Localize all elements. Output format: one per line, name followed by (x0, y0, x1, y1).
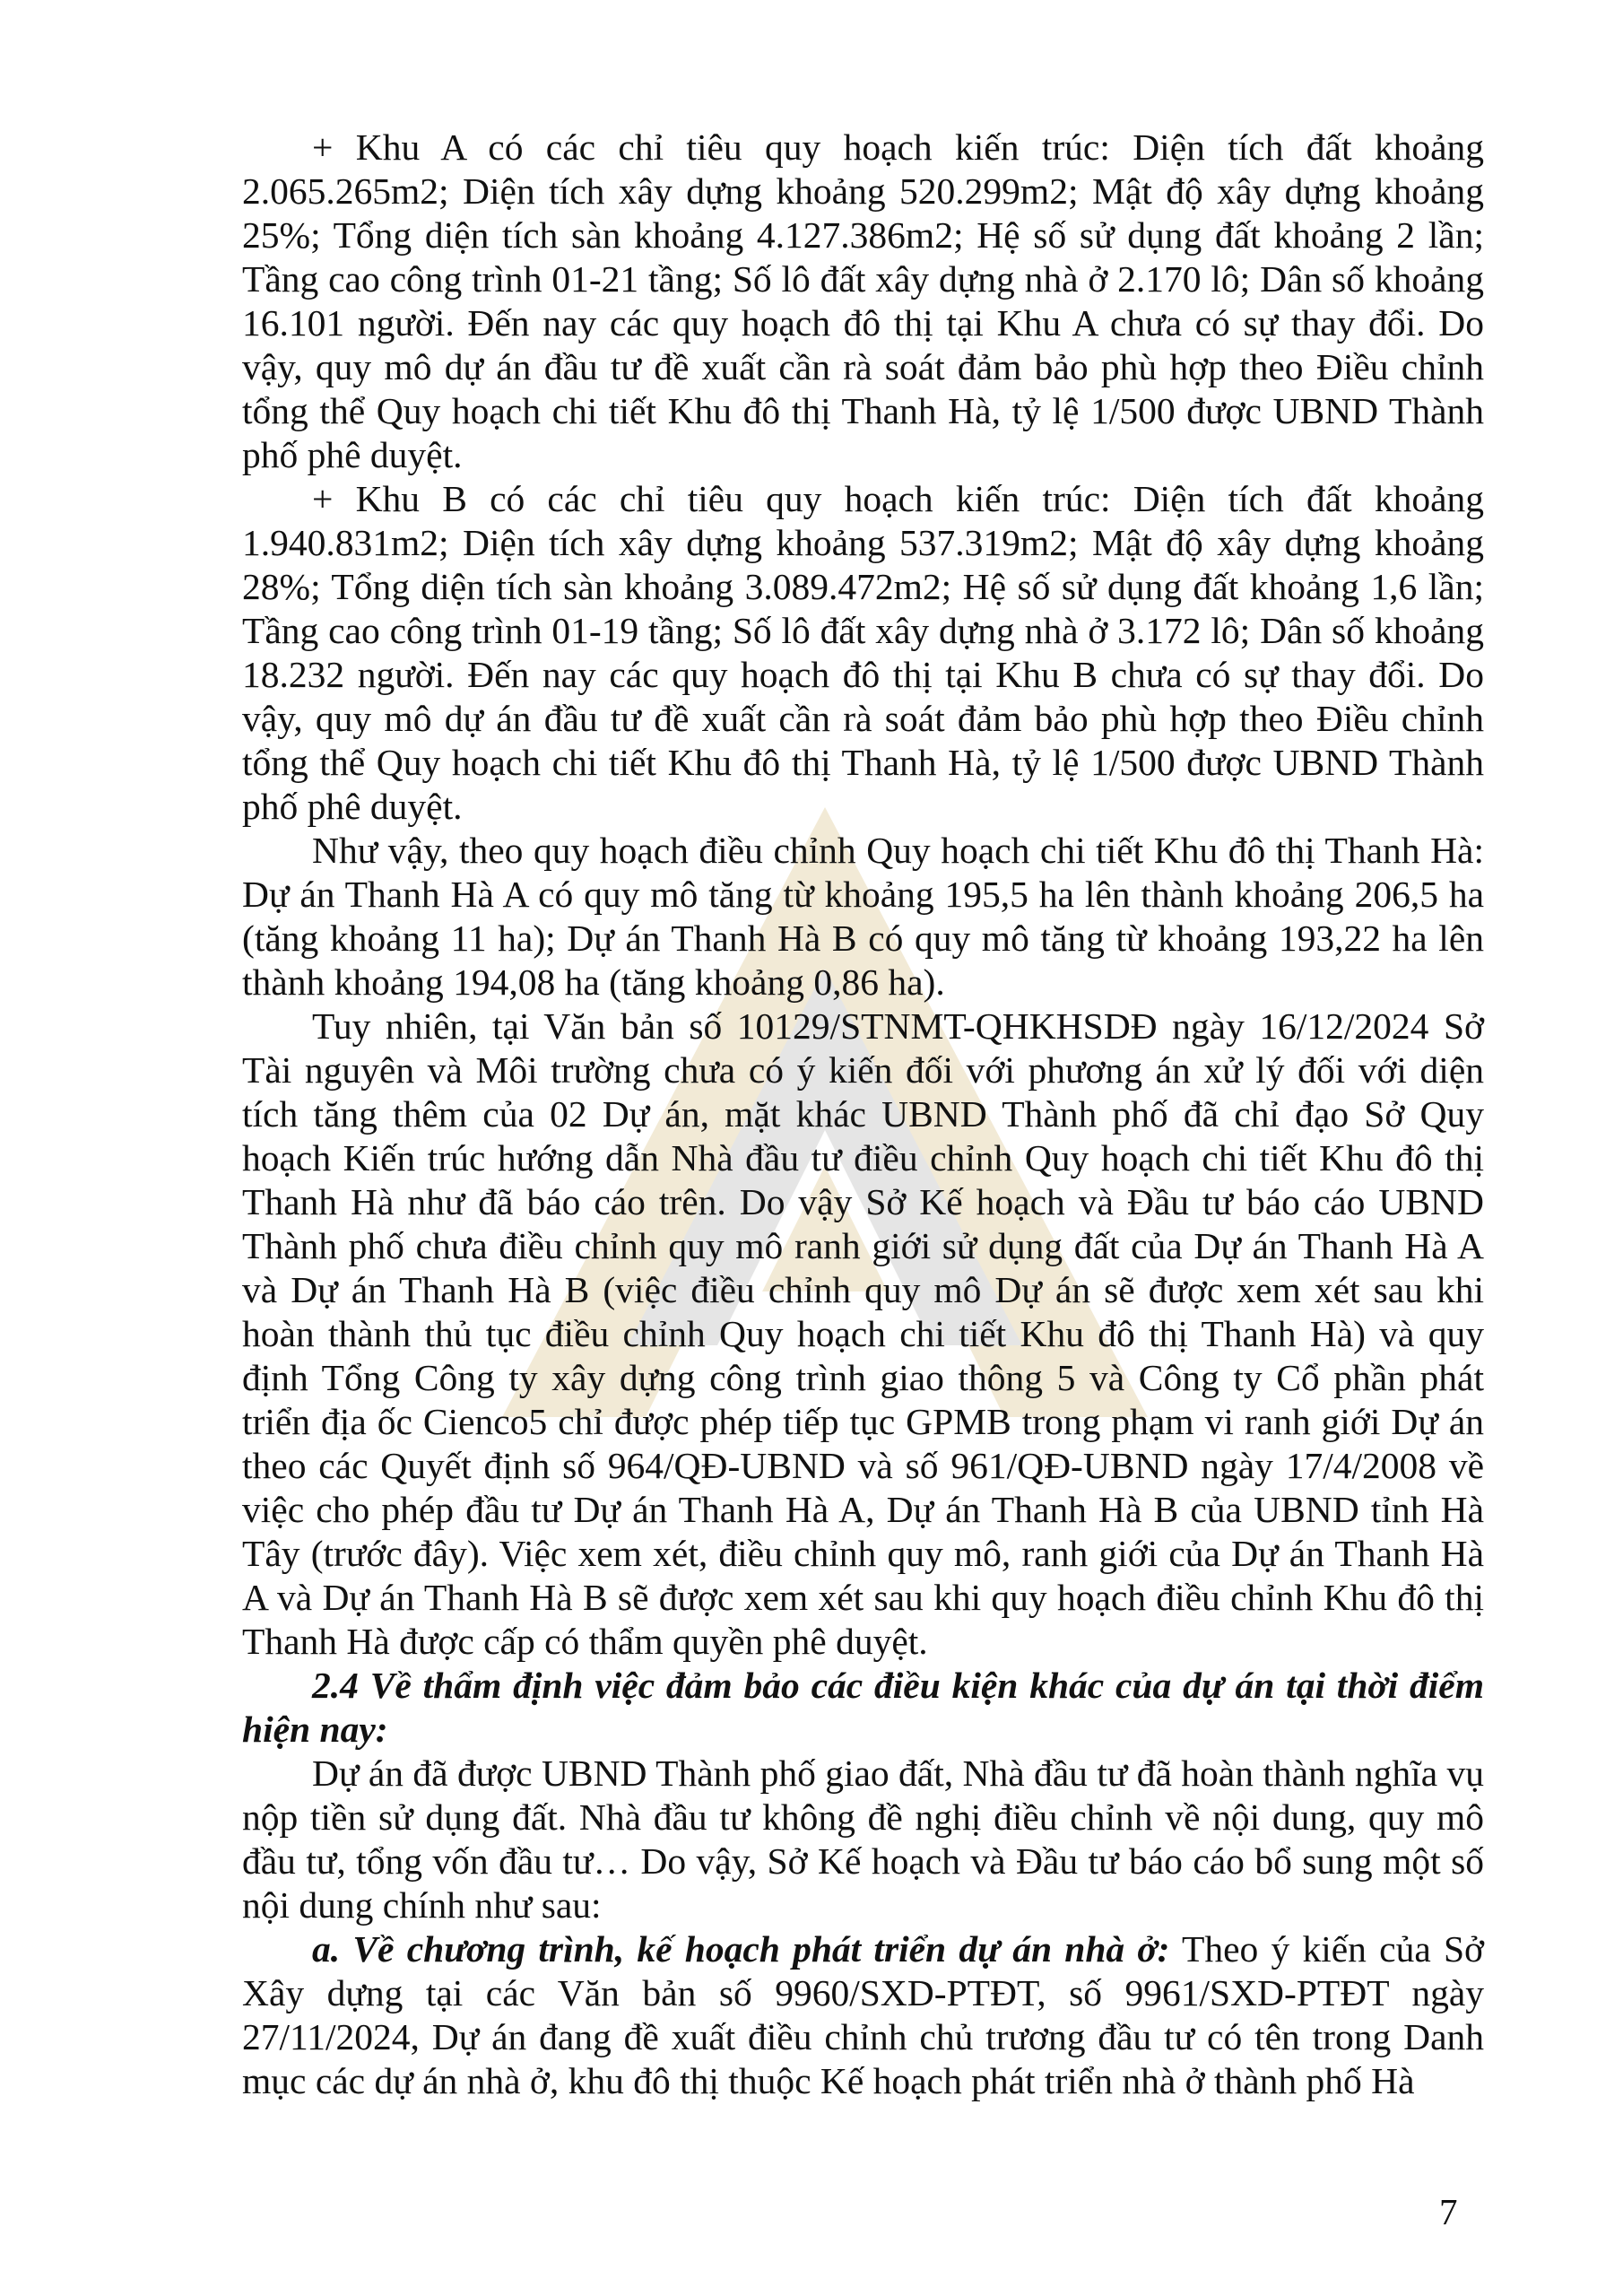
paragraph-du-an-da: Dự án đã được UBND Thành phố giao đất, Nhà đầu tư đã hoàn thành nghĩa vụ nộp tiền sử dụng đất. Nhà đầu tư không đề nghị điều chỉnh về nội dung, quy mô đầu tư, tổng vốn đầu tư… Do vậy, Sở Kế hoạch và Đầu tư báo cáo bổ sung một số nội dung chính như sau: (242, 1752, 1484, 1926)
paragraph-khu-b: + Khu B có các chỉ tiêu quy hoạch kiến trúc: Diện tích đất khoảng 1.940.831m2; Diện tích xây dựng khoảng 537.319m2; Mật độ xây dựng khoảng 28%; Tổng diện tích sàn khoảng 3.089.472m2; Hệ số sử dụng đất khoảng 1,6 lần; Tầng cao công trình 01-19 tầng; Số lô đất xây dựng nhà ở 3.172 lô; Dân số khoảng 18.232 người. Đến nay các quy hoạch đô thị tại Khu B chưa có sự thay đổi. Do vậy, quy mô dự án đầu tư đề xuất cần rà soát đảm bảo phù hợp theo Điều chỉnh tổng thể Quy hoạch chi tiết Khu đô thị Thanh Hà, tỷ lệ 1/500 được UBND Thành phố phê duyệt. (242, 478, 1484, 827)
paragraph-muc-a-text: Theo ý kiến của Sở Xây dựng tại các Văn bản số 9960/SXD-PTĐT, số 9961/SXD-PTĐT ngày 27/11/2024, Dự án đang đề xuất điều chỉnh chủ trương đầu tư có tên trong Danh mục các dự án nhà ở, khu đô thị thuộc Kế hoạch phát triển nhà ở thành phố Hà (242, 1928, 1484, 2101)
paragraph-nhu-vay: Như vậy, theo quy hoạch điều chỉnh Quy hoạch chi tiết Khu đô thị Thanh Hà: Dự án Thanh Hà A có quy mô tăng từ khoảng 195,5 ha lên thành khoảng 206,5 ha (tăng khoảng 11 ha); Dự án Thanh Hà B có quy mô tăng từ khoảng 193,22 ha lên thành khoảng 194,08 ha (tăng khoảng 0,86 ha). (242, 830, 1484, 1003)
paragraph-khu-a: + Khu A có các chỉ tiêu quy hoạch kiến trúc: Diện tích đất khoảng 2.065.265m2; Diện tích xây dựng khoảng 520.299m2; Mật độ xây dựng khoảng 25%; Tổng diện tích sàn khoảng 4.127.386m2; Hệ số sử dụng đất khoảng 2 lần; Tầng cao công trình 01-21 tầng; Số lô đất xây dựng nhà ở 2.170 lô; Dân số khoảng 16.101 người. Đến nay các quy hoạch đô thị tại Khu A chưa có sự thay đổi. Do vậy, quy mô dự án đầu tư đề xuất cần rà soát đảm bảo phù hợp theo Điều chỉnh tổng thể Quy hoạch chi tiết Khu đô thị Thanh Hà, tỷ lệ 1/500 được UBND Thành phố phê duyệt. (242, 126, 1484, 475)
document-body (242, 126, 1484, 2103)
section-heading-2-4: 2.4 Về thẩm định việc đảm bảo các điều kiện khác của dự án tại thời điểm hiện nay: (242, 1665, 1484, 1750)
paragraph-tuy-nhien: Tuy nhiên, tại Văn bản số 10129/STNMT-QHKHSDĐ ngày 16/12/2024 Sở Tài nguyên và Môi trường chưa có ý kiến đối với phương án xử lý đối với diện tích tăng thêm của 02 Dự án, mặt khác UBND Thành phố đã chỉ đạo Sở Quy hoạch Kiến trúc hướng dẫn Nhà đầu tư điều chỉnh Quy hoạch chi tiết Khu đô thị Thanh Hà như đã báo cáo trên. Do vậy Sở Kế hoạch và Đầu tư báo cáo UBND Thành phố chưa điều chỉnh quy mô ranh giới sử dụng đất của Dự án Thanh Hà A và Dự án Thanh Hà B (việc điều chỉnh quy mô Dự án sẽ được xem xét sau khi hoàn thành thủ tục điều chỉnh Quy hoạch chi tiết Khu đô thị Thanh Hà) và quy định Tổng Công ty xây dựng công trình giao thông 5 và Công ty Cổ phần phát triển địa ốc Cienco5 chỉ được phép tiếp tục GPMB trong phạm vi ranh giới Dự án theo các Quyết định số 964/QĐ-UBND và số 961/QĐ-UBND ngày 17/4/2008 về việc cho phép đầu tư Dự án Thanh Hà A, Dự án Thanh Hà B của UBND tỉnh Hà Tây (trước đây). Việc xem xét, điều chỉnh quy mô, ranh giới của Dự án Thanh Hà A và Dự án Thanh Hà B sẽ được xem xét sau khi quy hoạch điều chỉnh Khu đô thị Thanh Hà được cấp có thẩm quyền phê duyệt. (242, 1005, 1484, 1662)
paragraph-muc-a (242, 1927, 1484, 2103)
page-number: 7 (1439, 2191, 1458, 2232)
subheading-muc-a: a. Về chương trình, kế hoạch phát triển dự án nhà ở: (312, 1928, 1170, 1970)
